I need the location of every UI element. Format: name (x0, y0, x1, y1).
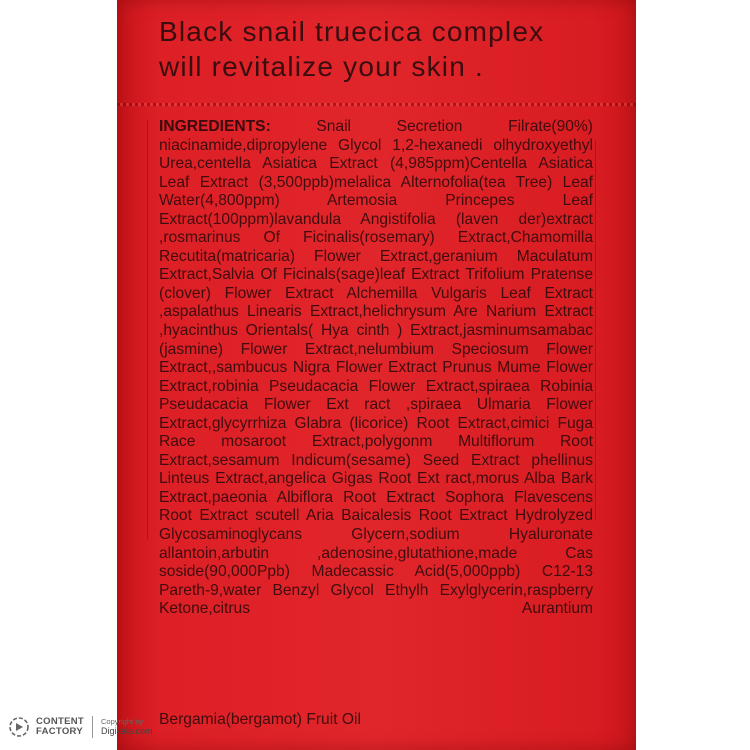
content-factory-logo-icon (8, 716, 30, 738)
foil-crease (147, 120, 148, 540)
watermark (8, 712, 153, 742)
watermark-copyright-label: Copyright by (101, 717, 144, 726)
watermark-site: Digikala.com (101, 726, 153, 736)
foil-crease (595, 140, 596, 520)
product-headline: Black snail truecica complex will revitalize your skin . (159, 16, 545, 82)
heat-seal-seam (117, 103, 636, 106)
ingredients-last-line: Bergamia(bergamot) Fruit Oil (159, 711, 361, 728)
watermark-divider (92, 716, 93, 738)
ingredients-block (159, 118, 593, 619)
watermark-brand-line2: FACTORY (36, 726, 83, 737)
watermark-copyright (101, 717, 153, 737)
watermark-brand (36, 717, 84, 737)
ingredients-text: Snail Secretion Filrate(90%) niacinamide,dipropylene Glycol 1,2-hexanedi olhydroxyethyl Urea,centella Asiatica Extract (4,985ppm)Centella Asiatica Leaf Extract (3,500ppb)melalica Alternofolia(tea Tree) Leaf Water(4,800ppm) Artemosia Princepes Leaf Extract(100ppm)lavandula Angistifolia (laven der)extract ,rosmarinus Of Ficinalis(rosemary) Extract,Chamomilla Recutita(matricaria) Flower Extract,geranium Maculatum Extract,Salvia Of Ficinals(sage)leaf Extract Trifolium Pratense (clover) Flower Extract Alchemilla Vulgaris Leaf Extract ,aspalathus Linearis Extract,helichrysum Are Narium Extract ,hyacinthus Orientals( Hya cinth ) Extract,jasminumsamabac (jasmine) Flower Extract,nelumbium Speciosum Flower Extract,,sambucus Nigra Flower Extract Prunus Mume Flower Extract,robinia Pseudacacia Flower Extract,spiraea Robinia Pseudacacia Flower Ext ract ,spiraea Ulmaria Flower Extract,glycyrrhiza Glabra (licorice) Root Extract,cimici Fuga Race mosaroot Extract,polygonm Multiflorum Root Extract,sesamum Indicum(sesame) Seed Extract phellinus Linteus Extract,angelica Gigas Root Ext ract,morus Alba Bark Extract,paeonia Albiflora Root Extract Sophora Flavescens Root Extract scutell Aria Baicalesis Root Extract Hydrolyzed Glycosaminoglycans Glycern,sodium Hyaluronate allantoin,arbutin ,adenosine,glutathione,made Cas soside(90,000Ppb) Madecassic Acid(5,000ppb) C12-13 Pareth-9,water Benzyl Glycol Ethylh Exylglycerin,raspberry Ketone,citrus Aurantium (159, 118, 593, 618)
watermark-brand-line1: CONTENT (36, 716, 85, 727)
product-sachet (117, 0, 636, 750)
ingredients-label: INGREDIENTS: (159, 118, 271, 135)
